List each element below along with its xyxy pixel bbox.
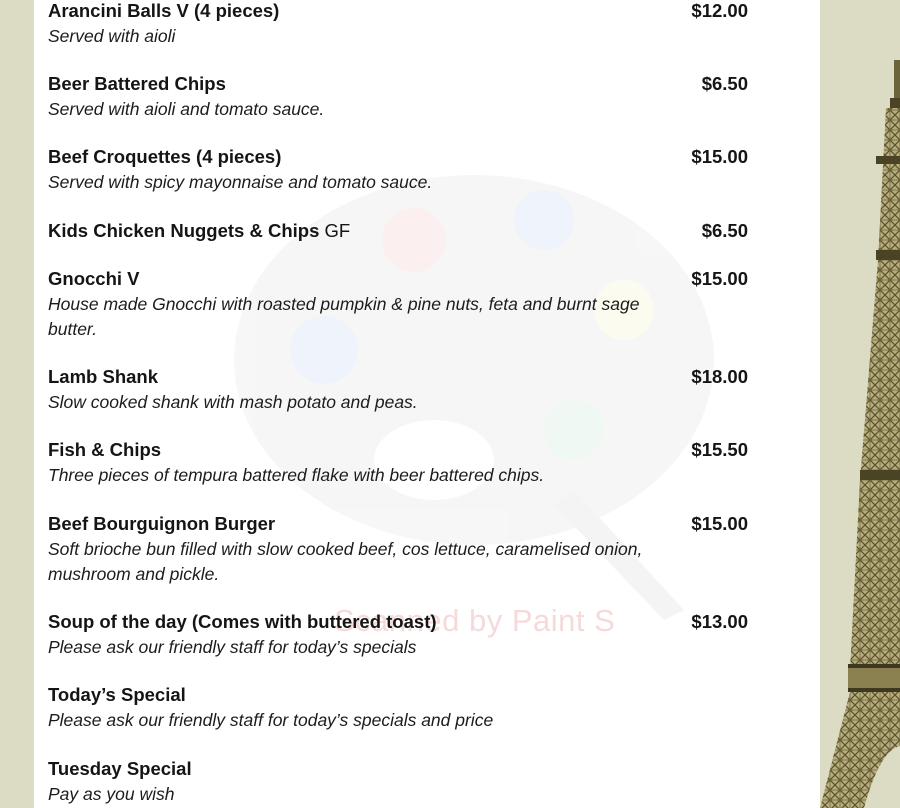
item-description: Served with spicy mayonnaise and tomato sauce. xyxy=(48,172,433,192)
item-name: Beef Bourguignon Burger xyxy=(48,513,276,534)
menu-item xyxy=(48,145,768,195)
dietary-tag: GF xyxy=(324,220,351,241)
menu-item xyxy=(48,512,768,587)
item-price: $6.50 xyxy=(701,220,748,241)
item-price: $13.00 xyxy=(691,611,748,632)
item-name: Fish & Chips xyxy=(48,439,162,460)
menu-item xyxy=(48,757,768,807)
item-name: Beef Croquettes (4 pieces) xyxy=(48,146,282,167)
item-price: $18.00 xyxy=(691,366,748,387)
item-description: Served with aioli xyxy=(48,26,176,46)
item-name: Soup of the day (Comes with buttered toast) xyxy=(48,611,437,632)
menu-item xyxy=(48,438,768,488)
item-price: $15.00 xyxy=(691,268,748,289)
item-name: Kids Chicken Nuggets & Chips GF xyxy=(48,220,351,241)
item-name: Arancini Balls V (4 pieces) xyxy=(48,0,280,21)
item-description: House made Gnocchi with roasted pumpkin & pine nuts, feta and burnt sage butter. xyxy=(48,294,640,339)
menu-item xyxy=(48,365,768,415)
item-price: $15.50 xyxy=(691,439,748,460)
item-description: Served with aioli and tomato sauce. xyxy=(48,99,325,119)
eiffel-tower-image xyxy=(820,60,900,808)
item-name: Tuesday Special xyxy=(48,758,192,779)
menu-item xyxy=(48,683,768,733)
item-description: Pay as you wish xyxy=(48,784,175,804)
item-description: Please ask our friendly staff for today’s specials xyxy=(48,637,417,657)
item-name: Beer Battered Chips xyxy=(48,73,226,94)
menu-item xyxy=(48,0,768,49)
menu-item xyxy=(48,267,768,342)
item-name: Today’s Special xyxy=(48,684,186,705)
menu-item xyxy=(48,72,768,122)
item-name: Lamb Shank xyxy=(48,366,158,387)
menu-item xyxy=(48,610,768,660)
item-price: $15.00 xyxy=(691,146,748,167)
menu-item xyxy=(48,219,768,243)
item-description: Soft brioche bun filled with slow cooked beef, cos lettuce, caramelised onion, mushroom and pickle. xyxy=(48,539,643,584)
item-description: Please ask our friendly staff for today’s specials and price xyxy=(48,710,494,730)
item-description: Slow cooked shank with mash potato and peas. xyxy=(48,392,418,412)
item-price: $15.00 xyxy=(691,513,748,534)
item-price: $6.50 xyxy=(701,73,748,94)
watermark-text: Scanned by Paint S xyxy=(334,603,616,638)
item-description: Three pieces of tempura battered flake with beer battered chips. xyxy=(48,465,545,485)
item-price: $12.00 xyxy=(691,0,748,21)
item-name: Gnocchi V xyxy=(48,268,140,289)
